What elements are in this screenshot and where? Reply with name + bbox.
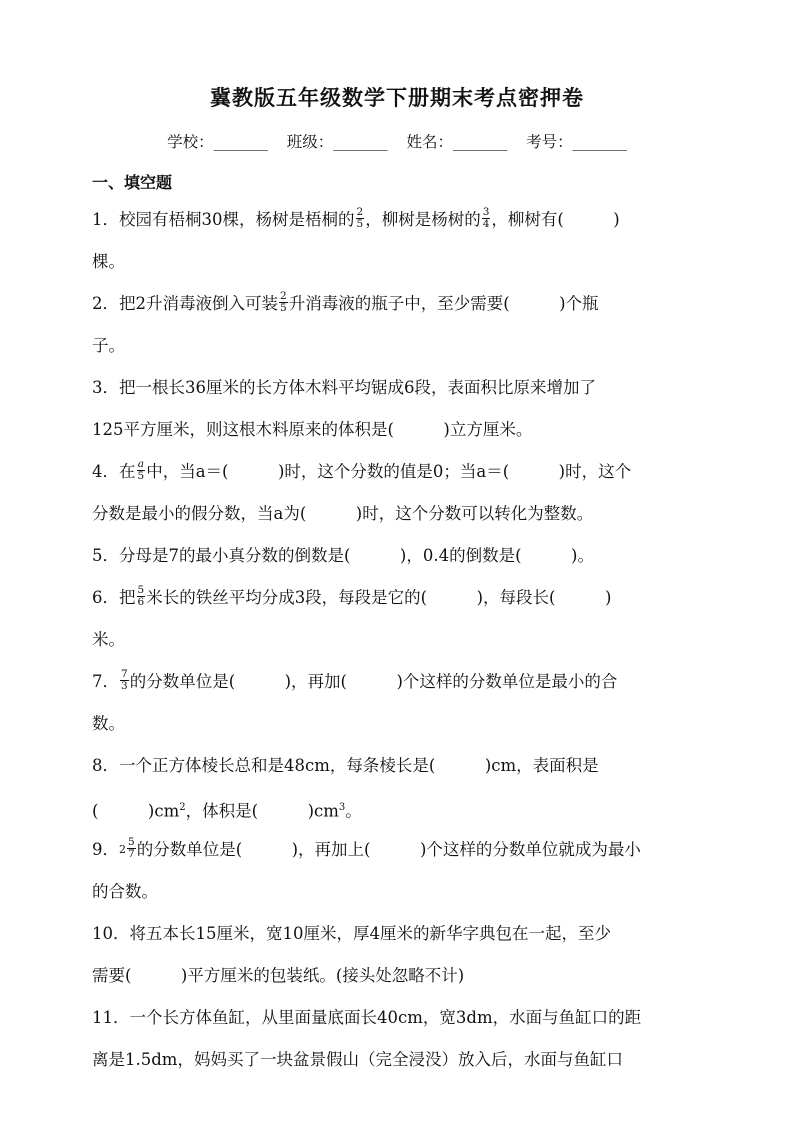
question-text: 中，当a＝( )时，这个分数的值是0；当a＝( )时，这个 (146, 462, 632, 481)
question-1-line-2: 棵。 (92, 252, 125, 271)
mixed-number-whole: 2 (119, 842, 126, 856)
question-text: 的分数单位是( )，再加上( )个这样的分数单位就成为最小 (136, 840, 641, 859)
question-1-line-1 (92, 208, 620, 232)
question-text: 6．把 (92, 588, 136, 607)
question-text: 升消毒液的瓶子中，至少需要( )个瓶 (288, 294, 599, 313)
question-text: 2．把2升消毒液倒入可装 (92, 294, 278, 313)
question-text: 9． (92, 840, 119, 859)
student-info-line (0, 130, 794, 152)
fraction: $\frac{5}{7}$ (128, 836, 135, 860)
question-text: 4．在 (92, 462, 136, 481)
question-4-line-1 (92, 460, 631, 484)
question-9-line-2: 的合数。 (92, 882, 158, 901)
question-text: ，柳树是杨树的 (365, 210, 481, 229)
fraction: $\frac{7}{3}$ (121, 668, 128, 692)
question-text: 7． (92, 672, 119, 691)
question-2-line-1 (92, 292, 599, 316)
question-text: 。 (345, 801, 362, 821)
school-field[interactable]: 学校：_______ (167, 133, 268, 151)
question-text: ( )cm (92, 801, 180, 821)
section-heading: 一、填空题 (92, 173, 173, 192)
question-2-line-2: 子。 (92, 336, 125, 355)
fraction: $\frac{2}{5}$ (280, 290, 287, 314)
question-4-line-2: 分数是最小的假分数，当a为( )时，这个分数可以转化为整数。 (92, 504, 594, 523)
question-text: 米长的铁丝平均分成3段，每段是它的( )，每段长( ) (146, 588, 612, 607)
fraction: $\frac{a}{5}$ (137, 458, 145, 482)
page-title: 冀教版五年级数学下册期末考点密押卷 (210, 86, 584, 110)
question-8-line-1: 8．一个正方体棱长总和是48cm，每条棱长是( )cm，表面积是 (92, 756, 599, 775)
question-7-line-1 (92, 670, 617, 694)
question-6-line-1 (92, 586, 611, 610)
question-text: 1．校园有梧桐30棵，杨树是梧桐的 (92, 210, 355, 229)
question-3-line-1: 3．把一根长36厘米的长方体木料平均锯成6段，表面积比原来增加了 (92, 378, 596, 397)
fraction: $\frac{5}{6}$ (137, 584, 145, 608)
question-11-line-2: 离是1.5dm，妈妈买了一块盆景假山（完全浸没）放入后，水面与鱼缸口 (92, 1050, 623, 1069)
question-11-line-1: 11．一个长方体鱼缸，从里面量底面长40cm，宽3dm，水面与鱼缸口的距 (92, 1008, 642, 1027)
question-8-line-2 (92, 796, 362, 824)
superscript: 3 (338, 802, 346, 813)
question-9-line-1 (92, 838, 641, 863)
class-field[interactable]: 班级：_______ (286, 133, 388, 151)
question-10-line-2: 需要( )平方厘米的包装纸。(接头处忽略不计) (92, 966, 465, 985)
name-field[interactable]: 姓名：_______ (406, 133, 508, 151)
question-text: ，柳树有( ) (491, 210, 620, 229)
fraction: $\frac{3}{4}$ (482, 206, 490, 230)
question-6-line-2: 米。 (92, 630, 125, 649)
superscript: 2 (179, 802, 186, 813)
question-text: ，体积是( )cm (185, 801, 339, 821)
question-5-line-1: 5．分母是7的最小真分数的倒数是( )，0.4的倒数是( )。 (92, 546, 594, 565)
question-3-line-2: 125平方厘米，则这根木料原来的体积是( )立方厘米。 (92, 420, 533, 439)
fraction: $\frac{2}{5}$ (356, 206, 364, 230)
number-field[interactable]: 考号：_______ (526, 133, 627, 151)
question-text: 的分数单位是( )，再加( )个这样的分数单位是最小的合 (129, 672, 618, 691)
question-7-line-2: 数。 (92, 714, 125, 733)
question-10-line-1: 10．将五本长15厘米，宽10厘米，厚4厘米的新华字典包在一起，至少 (92, 924, 611, 943)
